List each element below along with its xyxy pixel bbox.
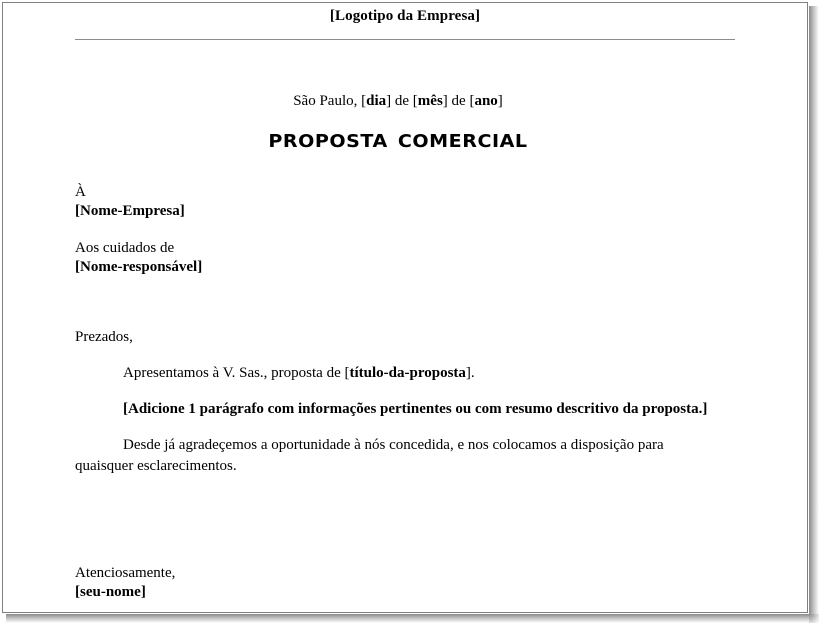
company-logo-placeholder: [Logotipo da Empresa] xyxy=(329,8,481,24)
dateline-city: São Paulo, xyxy=(293,93,362,109)
attention-person-placeholder: [Nome-responsável] xyxy=(75,259,203,275)
document-title: proposta comercial xyxy=(268,124,528,154)
addressee-salutation-line: À xyxy=(75,184,86,200)
page-shadow-corner xyxy=(809,614,819,623)
dateline-day-placeholder: dia xyxy=(366,93,387,109)
paragraph-intro xyxy=(75,363,725,384)
attention-label: Aos cuidados de xyxy=(75,240,175,256)
addressee-company-placeholder: [Nome-Empresa] xyxy=(75,203,185,219)
dateline-year-placeholder: ano xyxy=(474,93,498,109)
header-divider-rule xyxy=(75,39,735,40)
paragraph-instruction-placeholder: [Adicione 1 parágrafo com informações pertinentes ou com resumo descritivo da proposta.] xyxy=(123,401,708,417)
proposal-title-placeholder: título-da-proposta xyxy=(349,365,466,381)
dateline-year-close-bracket: ] xyxy=(497,93,503,109)
dateline-day-open-bracket: [ xyxy=(361,93,367,109)
dateline-day-close-bracket: ] de xyxy=(386,93,413,109)
dateline-month-open-bracket: [ xyxy=(412,93,418,109)
signer-name-placeholder: [seu-nome] xyxy=(75,584,146,600)
page-shadow-right xyxy=(809,6,819,617)
dateline-month-placeholder: mês xyxy=(417,93,443,109)
paragraph-intro-suffix: ]. xyxy=(465,365,475,381)
document-page xyxy=(2,2,808,613)
addressee-block xyxy=(75,183,185,221)
signature-block xyxy=(75,564,175,602)
attention-block xyxy=(75,239,202,277)
document-content xyxy=(3,3,807,612)
paragraph-intro-prefix: Apresentamos à V. Sas., proposta de [ xyxy=(123,365,350,381)
paragraph-closing-thanks: Desde já agradeçemos a oportunidade à nós concedida, e nos colocamos a disposição para quaisquer esclarecimentos. xyxy=(75,437,664,474)
dateline-month-close-bracket: ] de xyxy=(442,93,470,109)
closing-salutation: Atenciosamente, xyxy=(75,565,176,581)
dateline-year-open-bracket: [ xyxy=(469,93,475,109)
page-shadow-bottom xyxy=(6,614,812,623)
dateline xyxy=(3,93,793,110)
salutation-line: Prezados, xyxy=(75,329,133,345)
